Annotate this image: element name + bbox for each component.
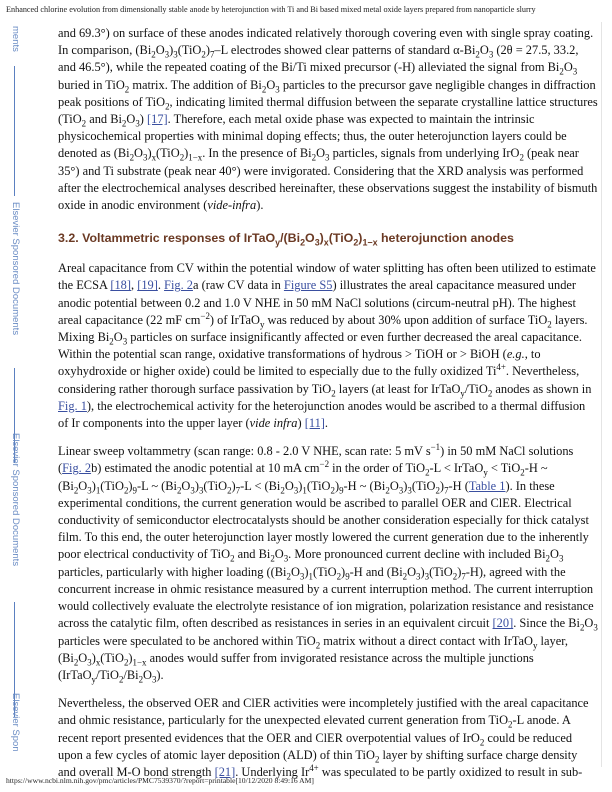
article-body: [58, 25, 598, 792]
figure-link-2b[interactable]: Fig. 2: [62, 461, 92, 476]
page-right-border: [601, 22, 602, 767]
citation-link-17[interactable]: [17]: [147, 112, 168, 127]
paragraph-text: Linear sweep voltammetry (scan range: 0.8 - 2.0 V NHE, scan rate: 5 mV $s^{-1}$) in 50 mM NaCl solutions (: [58, 442, 574, 476]
paragraph-text: . Since the $Bi_2O_3$ particles were speculated to be anchored within TiO$_2$ matrix without a direct contact with IrTaO$_y$ layer, $(Bi_2O_3)_x(TiO_2)_{1-x}$ anodes would suffer from invigorated resistance across the multiple junctions $(IrTaO_y/TiO_2/Bi_2O_3)$.: [58, 616, 598, 685]
paragraph-text: . Underlying $Ir^{4+}$ was speculated to be partly oxidized to result in sub-: [235, 762, 583, 779]
page-header-title: Enhanced chlorine evolution from dimensionally stable anode by heterojunction with Ti and Bi based mixed metal oxide layers prepared from nanoparticle slurry: [6, 5, 536, 14]
paragraph-text: ), the electrochemical activity for the heterojunction anodes would be ascribed to a thermal diffusion of Ir components into the upper layer (vide infra): [58, 398, 586, 431]
table-link-1[interactable]: Table 1: [468, 478, 506, 493]
citation-link-19[interactable]: [19]: [137, 278, 158, 293]
paragraph-text: b) estimated the anodic potential at 10 mA $cm^{-2}$ in the order of TiO$_2$-L < IrTaO$_y$ < TiO$_2$-H ~ $(Bi_2O_3)_1(TiO_2)_9-L$ ~ $(Bi_2O_3)_3(TiO_2)_7-L < (Bi_2O_3)_1(TiO_2)_9-H$ ~ $(Bi_2O_3)_3(TiO_2)_7-H$ (: [58, 459, 548, 496]
citation-link-20[interactable]: [20]: [492, 616, 514, 631]
paragraph-nevertheless: [58, 695, 598, 781]
paragraph-text: . Therefore, each metal oxide phase was expected to maintain the intrinsic physicochemical properties with minimal doping effects; thus, the outer heterojunction layers could be denoted as $(Bi_2O_3)_x(TiO_2)_{1-x}$. In the presence of $Bi_2O_3$ particles, signals from underlying IrO$_2$ (peak near 35°) and Ti substrate (peak near 40°) were invigorated. Considering that the XRD analysis was performed after the electrochemical analyses described hereinafter, these observations suggest the instability of bismuth oxide in anodic environment (vide-infra).: [58, 112, 598, 213]
paragraph-text: Areal capacitance from CV within the potential window of water splitting has often been utilized to estimate the ECSA: [58, 261, 596, 293]
paragraph-text: Nevertheless, the observed OER and ClER activities were incompletely justified with the areal capacitance and ohmic resistance, particularly for the unexpected elevated current generation from TiO$_2$-L anode. A recent report presented evidences that the OER and ClER overpotential values of IrO$_2$ could be reduced upon a few cycles of atomic layer deposition (ALD) of thin TiO$_2$ layer by shifting surface charge density and overall M-O bond strength: [58, 696, 589, 779]
ribbon-line: [14, 66, 15, 196]
ribbon-label: Elsevier Sponsored Documents: [10, 202, 21, 336]
paragraph-xrd-continued: [58, 25, 598, 214]
ribbon-label: Elsevier Spon: [10, 693, 21, 752]
paragraph-text: ). In these experimental conditions, the current generation would be ascribed to parallel OER and ClER. Electrical conductivity of semiconductor electrocatalysts should be another consideration especially for thick catalyst film. To this end, the outer heterojunction layer mostly lowered the current generation due to the inherently poor electrical conductivity of TiO$_2$ and $Bi_2O_3$. More pronounced current decline with included $Bi_2O_3$ particles, particularly with higher loading ($(Bi_2O_3)_1(TiO_2)_9-H$ and $(Bi_2O_3)_3(TiO_2)_7-H$), agreed with the concurrent increase in ohmic resistance measured by a current interruption method. The current interruption would collectively evaluate the electrolyte resistance of ion migration, polarization resistance and resistance across the catalytic film, often described as resistances in series in an equivalent circuit: [58, 478, 594, 631]
figure-link-2a[interactable]: Fig. 2: [164, 278, 193, 293]
paragraph-text: and 69.3°) on surface of these anodes indicated relatively thorough covering even with single spray coating. In comparison, $(Bi_2O_3)_3(TiO_2)_7-L$ electrodes showed clear patterns of standard $\alpha-Bi_2O_3$ (2θ = 27.5, 33.2, and 46.5°), while the repeated coating of the Bi/Ti mixed precursor (-H) alleviated the signal from $Bi_2O_3$ buried in TiO$_2$ matrix. The addition of $Bi_2O_3$ particles to the precursor gave negligible changes in diffraction peak positions of TiO$_2$, indicating limited thermal diffusion between the separate crystalline lattice structures (TiO$_2$ and $Bi_2O_3$): [58, 26, 598, 129]
page-footer-url: https://www.ncbi.nlm.nih.gov/pmc/articles/PMC7539370/?report=printable[10/12/2020 8:49:16 AM]: [6, 776, 314, 785]
side-ribbon: [8, 22, 24, 767]
figure-link-s5[interactable]: Figure S5: [283, 278, 333, 293]
ribbon-label: Elsevier Sponsored Documents: [10, 433, 21, 567]
paragraph-text: ) illustrates the areal capacitance measured under anodic potential between 0.2 and 1.0 V NHE in 50 mM NaCl solutions (circum-neutral pH). The highest areal capacitance (22 mF $cm^{-2}$) of IrTaO$_y$ was reduced by about 30% upon addition of surface TiO$_2$ layers. Mixing $Bi_2O_3$ particles on surface insignificantly affected or even further decreased the areal capacitance. Within the potential scan range, oxidative transformations of hydrous > TiOH or > BiOH (e.g., to oxyhydroxide or higher oxide) could be limited to especially due to the fully oxidized $Ti^{4+}$. Nevertheless, considering rather thorough surface passivation by TiO$_2$ layers (at least for IrTaO$_y$/TiO$_2$ anodes as shown in: [58, 278, 592, 399]
citation-link-18[interactable]: [18]: [110, 278, 131, 293]
paragraph-text: a (raw CV data in: [192, 278, 284, 293]
ribbon-label: ments: [10, 26, 21, 52]
paragraph-areal-capacitance: Areal capacitance from CV within the potential window of water splitting has often been utilized to estimate the ECSA [18], [19]. Fig. 2a (raw CV data in Figure S5) illustrates the areal capacitance measured under anodic potential between 0.2 and 1.0 V NHE in 50 mM NaCl solutions (circum-neutral pH). The highest areal capacitance (22 mF $cm^{-2}$) of IrTaO$_y$ was reduced by about 30% upon addition of surface TiO$_2$ layers. Mixing $Bi_2O_3$ particles on surface insignificantly affected or even further decreased the areal capacitance. Within the potential scan range, oxidative transformations of hydrous > TiOH or > BiOH (e.g., to oxyhydroxide or higher oxide) could be limited to especially due to the fully oxidized $Ti^{4+}$. Nevertheless, considering rather thorough surface passivation by TiO$_2$ layers (at least for IrTaO$_y$/TiO$_2$ anodes as shown in Fig. 1), the electrochemical activity for the heterojunction anodes would be ascribed to a thermal diffusion of Ir components into the upper layer (vide infra) [11].: [58, 261, 596, 431]
citation-link-21[interactable]: [21]: [214, 764, 236, 779]
citation-link-11[interactable]: [11]: [304, 416, 325, 431]
paragraph-linear-sweep: [58, 443, 598, 684]
section-heading: 3.2. Voltammetric responses of $IrTaO_y/(Bi_2O_3)_x(TiO_2)_{1-x}$ heterojunction anodes: [58, 231, 514, 248]
figure-link-1[interactable]: Fig. 1: [58, 398, 87, 413]
